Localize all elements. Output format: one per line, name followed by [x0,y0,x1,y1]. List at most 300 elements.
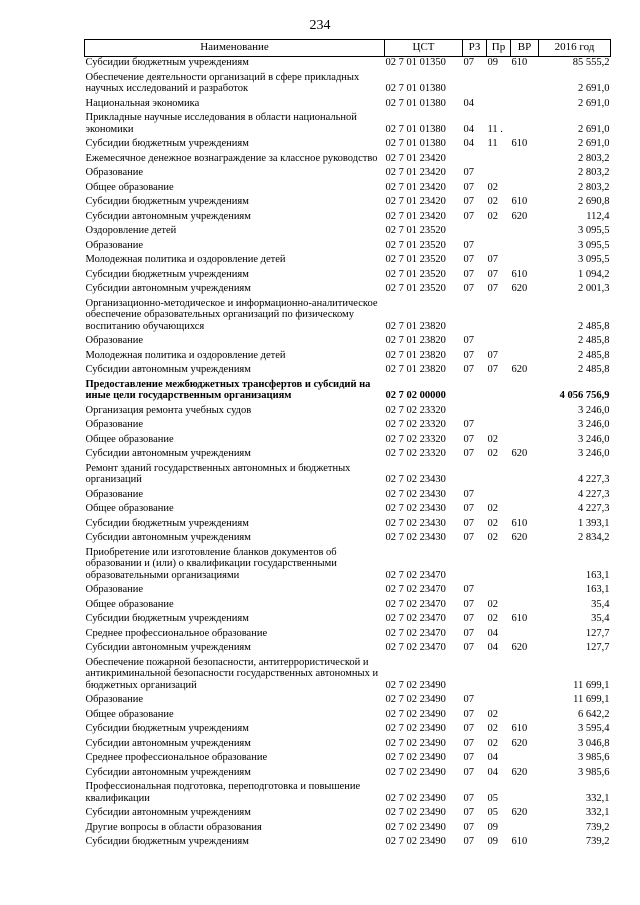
cell-amount: 3 246,0 [578,419,610,430]
cell-rz: 07 [463,627,474,639]
cell-vr: 620 [511,807,528,818]
cell-rz: 07 [463,807,474,818]
cell-name: Субсидии бюджетным учреждениям [85,196,249,207]
cell-amount: 6 642,2 [578,708,610,720]
cell-name: Общее образование [85,503,174,514]
table-row [85,642,611,657]
table-row [85,254,611,269]
cell-name: Организация ремонта учебных судов [85,404,252,416]
cell-rz: 07 [463,598,474,610]
cell-amount: 332,1 [585,807,610,818]
cell-cst: 02 7 01 01380 [385,123,446,135]
table-row [85,613,611,628]
cell-amount: 3 985,6 [578,752,610,763]
cell-pr: 02 [487,517,498,529]
cell-vr [511,182,539,197]
cell-amount: 2 691,0 [578,138,610,149]
cell-amount: 4 227,3 [578,488,610,500]
cell-cst: 02 7 01 23820 [385,364,446,375]
cell-cst: 02 7 01 23420 [385,210,446,222]
table-row [85,752,611,767]
cell-vr: 610 [511,723,528,734]
cell-amount: 112,4 [586,210,610,222]
cell-amount: 2 001,3 [578,283,610,294]
cell-vr [511,657,539,695]
cell-cst: 02 7 02 23430 [385,488,446,500]
cell-vr [511,379,539,405]
table-row [85,112,611,138]
cell-cst: 02 7 02 23320 [385,448,446,459]
cell-vr: 620 [511,532,528,543]
cell-rz [463,405,487,420]
cell-rz: 07 [463,268,474,280]
cell-cst: 02 7 02 23490 [385,792,446,804]
cell-vr [511,752,539,767]
cell-vr [511,547,539,585]
cell-amount: 163,1 [585,584,610,595]
cell-vr [511,335,539,350]
cell-name: Субсидии автономным учреждениям [85,210,251,222]
cell-amount: 2 691,0 [578,97,610,109]
header-cst: ЦСТ [385,40,463,57]
cell-name: Субсидии автономным учреждениям [85,364,251,375]
cell-pr: 09 [487,836,498,847]
cell-rz: 07 [463,283,474,294]
table-row [85,822,611,837]
cell-name: Субсидии бюджетным учреждениям [85,517,249,529]
cell-name: Молодежная политика и оздоровление детей [85,254,286,265]
cell-pr [487,335,511,350]
table-row [85,694,611,709]
cell-pr [487,405,511,420]
cell-vr [511,405,539,420]
cell-name: Ремонт зданий государственных автономных и бюджетных организаций [85,462,351,485]
table-row [85,138,611,153]
cell-amount: 1 094,2 [578,268,610,280]
cell-cst: 02 7 02 23430 [385,474,446,485]
cell-name: Субсидии бюджетным учреждениям [85,138,249,149]
table-row [85,364,611,379]
cell-cst: 02 7 02 23490 [385,836,446,847]
table-row [85,269,611,284]
cell-name: Субсидии бюджетным учреждениям [85,836,249,847]
cell-rz: 07 [463,349,474,361]
cell-pr: 02 [487,598,498,610]
cell-name: Образование [85,584,144,595]
cell-rz: 07 [463,708,474,720]
cell-rz: 07 [463,836,474,847]
cell-pr: 02 [487,448,498,459]
cell-pr: 11 . [487,123,503,135]
cell-pr: 07 [487,283,498,294]
cell-name: Образование [85,419,144,430]
cell-cst: 02 7 02 23490 [385,679,446,691]
cell-cst: 02 7 01 01350 [385,57,446,68]
cell-rz: 07 [463,792,474,804]
cell-name: Общее образование [85,708,174,720]
cell-rz: 07 [463,419,474,430]
cell-cst: 02 7 01 01380 [385,83,446,94]
cell-name: Общее образование [85,181,174,193]
table-row [85,225,611,240]
cell-name: Образование [85,694,144,705]
cell-vr [511,434,539,449]
cell-cst: 02 7 02 23320 [385,404,446,416]
cell-amount: 163,1 [585,569,610,581]
cell-pr [487,694,511,709]
cell-pr: 02 [487,532,498,543]
cell-rz: 07 [463,196,474,207]
cell-rz [463,72,487,98]
cell-cst: 02 7 01 23420 [385,167,446,178]
table-row [85,419,611,434]
table-row [85,709,611,724]
cell-pr [487,225,511,240]
table-row [85,503,611,518]
cell-name: Оздоровление детей [85,225,177,236]
cell-name: Образование [85,167,144,178]
cell-cst: 02 7 02 23320 [385,419,446,430]
cell-vr [511,254,539,269]
cell-vr [511,167,539,182]
cell-cst: 02 7 01 23520 [385,239,446,251]
cell-vr [511,822,539,837]
cell-cst: 02 7 01 01380 [385,97,446,109]
cell-cst: 02 7 01 23520 [385,225,446,236]
table-header-row [85,40,611,57]
cell-vr: 610 [511,57,528,68]
table-row [85,335,611,350]
cell-name: Профессиональная подготовка, переподготовка и повышение квалификации [85,781,361,804]
cell-pr: 07 [487,254,498,265]
cell-name: Молодежная политика и оздоровление детей [85,349,286,361]
cell-pr: 04 [487,627,498,639]
cell-name: Предоставление межбюджетных трансфертов и субсидий на иные цели государственным организациям [85,378,371,401]
table-row [85,240,611,255]
cell-vr [511,240,539,255]
cell-vr: 620 [511,737,528,749]
cell-name: Организационно-методическое и информационно-аналитическое обеспечение образовательных организаций по физическому воспитанию обучающихся [85,297,378,332]
cell-pr [487,240,511,255]
cell-vr: 610 [511,268,528,280]
cell-rz: 07 [463,613,474,624]
cell-name: Субсидии бюджетным учреждениям [85,723,249,734]
cell-pr: 09 [487,57,498,68]
cell-name: Другие вопросы в области образования [85,821,262,833]
cell-amount: 11 699,1 [573,694,610,705]
cell-pr: 05 [487,792,498,804]
table-row [85,167,611,182]
cell-vr: 610 [511,836,528,847]
cell-rz [463,153,487,168]
cell-rz [463,657,487,695]
cell-pr: 02 [487,737,498,749]
cell-amount: 11 699,1 [573,679,610,691]
cell-vr: 620 [511,283,528,294]
cell-cst: 02 7 01 23420 [385,181,446,193]
cell-name: Образование [85,239,144,251]
cell-cst: 02 7 01 23420 [385,152,446,164]
table-body [85,57,611,851]
cell-amount: 739,2 [585,836,610,847]
header-vr: ВР [511,40,539,57]
cell-vr: 620 [511,766,528,778]
cell-name: Субсидии автономным учреждениям [85,283,251,294]
cell-pr [487,167,511,182]
cell-cst: 02 7 02 00000 [385,390,446,401]
table-row [85,153,611,168]
cell-name: Общее образование [85,598,174,610]
cell-pr [487,547,511,585]
cell-rz: 07 [463,517,474,529]
cell-amount: 2 691,0 [578,123,610,135]
cell-amount: 4 227,3 [578,474,610,485]
cell-amount: 3 095,5 [578,239,610,251]
table-row [85,518,611,533]
cell-rz: 07 [463,821,474,833]
cell-amount: 2 690,8 [578,196,610,207]
cell-name: Субсидии бюджетным учреждениям [85,268,249,280]
cell-amount: 2 691,0 [578,83,610,94]
cell-pr: 07 [487,364,498,375]
table-row [85,434,611,449]
cell-amount: 3 985,6 [578,766,610,778]
cell-vr [511,503,539,518]
cell-rz: 04 [463,123,474,135]
cell-vr [511,709,539,724]
cell-pr [487,298,511,336]
table-row [85,738,611,753]
cell-rz: 07 [463,254,474,265]
cell-rz: 07 [463,694,474,705]
cell-amount: 35,4 [591,613,610,624]
cell-vr: 620 [511,210,528,222]
cell-amount: 2 834,2 [578,532,610,543]
table-row [85,599,611,614]
cell-vr [511,463,539,489]
table-row [85,836,611,851]
table-row [85,547,611,585]
cell-vr [511,350,539,365]
cell-vr: 620 [511,364,528,375]
table-row [85,72,611,98]
cell-vr [511,489,539,504]
table-row [85,379,611,405]
table-row [85,182,611,197]
cell-cst: 02 7 01 23520 [385,268,446,280]
cell-name: Приобретение или изготовление бланков документов об образовании и (или) о квалификации государственными образовательными организациями [85,546,337,581]
table-row [85,532,611,547]
cell-name: Субсидии бюджетным учреждениям [85,613,249,624]
header-name: Наименование [85,40,385,57]
cell-rz: 07 [463,503,474,514]
cell-amount: 739,2 [585,821,610,833]
cell-name: Образование [85,335,144,346]
cell-rz: 07 [463,239,474,251]
cell-cst: 02 7 02 23470 [385,569,446,581]
cell-vr: 610 [511,138,528,149]
cell-vr [511,781,539,807]
cell-cst: 02 7 01 23520 [385,283,446,294]
cell-name: Субсидии автономным учреждениям [85,737,251,749]
cell-cst: 02 7 02 23490 [385,723,446,734]
cell-amount: 332,1 [585,792,610,804]
cell-cst: 02 7 02 23490 [385,694,446,705]
table-row [85,405,611,420]
cell-rz [463,379,487,405]
cell-name: Обеспечение пожарной безопасности, антитеррористической и антикриминальной безопасности государственных автономных и бюджетных организаций [85,656,379,691]
cell-rz: 07 [463,752,474,763]
cell-rz: 07 [463,57,474,68]
cell-rz: 07 [463,210,474,222]
cell-pr: 02 [487,613,498,624]
table-row [85,298,611,336]
cell-amount: 2 803,2 [578,167,610,178]
cell-pr: 04 [487,752,498,763]
cell-name: Субсидии автономным учреждениям [85,448,251,459]
cell-amount: 2 803,2 [578,152,610,164]
cell-amount: 2 485,8 [578,335,610,346]
cell-cst: 02 7 02 23430 [385,532,446,543]
cell-amount: 3 046,8 [578,737,610,749]
table-row [85,283,611,298]
cell-pr [487,584,511,599]
cell-rz: 07 [463,433,474,445]
cell-rz: 07 [463,448,474,459]
header-year: 2016 год [539,40,611,57]
cell-cst: 02 7 02 23320 [385,433,446,445]
cell-name: Прикладные научные исследования в области национальной экономики [85,112,357,135]
cell-pr: 04 [487,766,498,778]
budget-table [84,39,611,851]
table-row [85,584,611,599]
cell-amount: 3 246,0 [578,404,610,416]
table-row [85,657,611,695]
cell-amount: 85 555,2 [572,57,610,68]
cell-amount: 4 227,3 [578,503,610,514]
cell-cst: 02 7 01 23820 [385,320,446,332]
cell-rz [463,225,487,240]
cell-cst: 02 7 02 23430 [385,503,446,514]
cell-vr: 620 [511,642,528,653]
table-row [85,723,611,738]
cell-cst: 02 7 02 23470 [385,584,446,595]
table-row [85,98,611,113]
cell-name: Среднее профессиональное образование [85,627,268,639]
cell-vr [511,599,539,614]
cell-vr [511,419,539,434]
cell-amount: 2 803,2 [578,181,610,193]
cell-pr: 11 [487,138,498,149]
cell-rz: 07 [463,723,474,734]
table-row [85,211,611,226]
cell-amount: 2 485,8 [578,364,610,375]
cell-rz: 07 [463,364,474,375]
cell-amount: 3 095,5 [578,225,610,236]
cell-pr: 02 [487,210,498,222]
cell-vr: 610 [511,196,528,207]
cell-pr [487,98,511,113]
cell-pr [487,657,511,695]
cell-pr: 05 [487,807,498,818]
cell-rz [463,463,487,489]
cell-cst: 02 7 02 23490 [385,766,446,778]
cell-vr [511,225,539,240]
cell-vr [511,112,539,138]
cell-pr: 02 [487,503,498,514]
cell-pr: 02 [487,433,498,445]
cell-amount: 35,4 [591,598,610,610]
cell-rz: 07 [463,488,474,500]
header-rz: РЗ [463,40,487,57]
cell-pr: 09 [487,821,498,833]
cell-cst: 02 7 01 23820 [385,335,446,346]
cell-pr: 07 [487,349,498,361]
cell-vr [511,72,539,98]
cell-pr: 02 [487,723,498,734]
cell-rz: 04 [463,97,474,109]
cell-vr [511,628,539,643]
cell-amount: 127,7 [585,627,610,639]
cell-rz: 07 [463,181,474,193]
cell-rz: 04 [463,138,474,149]
table-row [85,781,611,807]
cell-amount: 2 485,8 [578,349,610,361]
cell-rz: 07 [463,766,474,778]
table-row [85,196,611,211]
table-row [85,628,611,643]
cell-amount: 3 246,0 [578,448,610,459]
cell-name: Субсидии автономным учреждениям [85,642,251,653]
cell-pr [487,72,511,98]
cell-vr [511,584,539,599]
cell-name: Субсидии бюджетным учреждениям [85,57,249,68]
cell-name: Общее образование [85,433,174,445]
cell-cst: 02 7 02 23470 [385,613,446,624]
cell-vr: 620 [511,448,528,459]
cell-rz: 07 [463,532,474,543]
cell-amount: 127,7 [585,642,610,653]
cell-rz: 07 [463,335,474,346]
cell-vr [511,298,539,336]
cell-rz: 07 [463,584,474,595]
cell-amount: 3 246,0 [578,433,610,445]
cell-cst: 02 7 01 23520 [385,254,446,265]
cell-cst: 02 7 01 23820 [385,349,446,361]
cell-rz [463,547,487,585]
cell-cst: 02 7 02 23490 [385,807,446,818]
cell-vr: 610 [511,613,528,624]
cell-name: Национальная экономика [85,97,200,109]
cell-vr [511,153,539,168]
cell-rz: 07 [463,737,474,749]
table-row [85,57,611,72]
cell-pr [487,379,511,405]
cell-cst: 02 7 02 23490 [385,752,446,763]
cell-amount: 2 485,8 [578,320,610,332]
cell-vr [511,98,539,113]
cell-name: Субсидии автономным учреждениям [85,807,251,818]
cell-name: Субсидии автономным учреждениям [85,532,251,543]
cell-cst: 02 7 02 23490 [385,708,446,720]
cell-vr [511,694,539,709]
header-pr: Пр [487,40,511,57]
table-row [85,807,611,822]
cell-rz: 07 [463,167,474,178]
cell-cst: 02 7 01 23420 [385,196,446,207]
table-row [85,463,611,489]
cell-pr: 02 [487,708,498,720]
